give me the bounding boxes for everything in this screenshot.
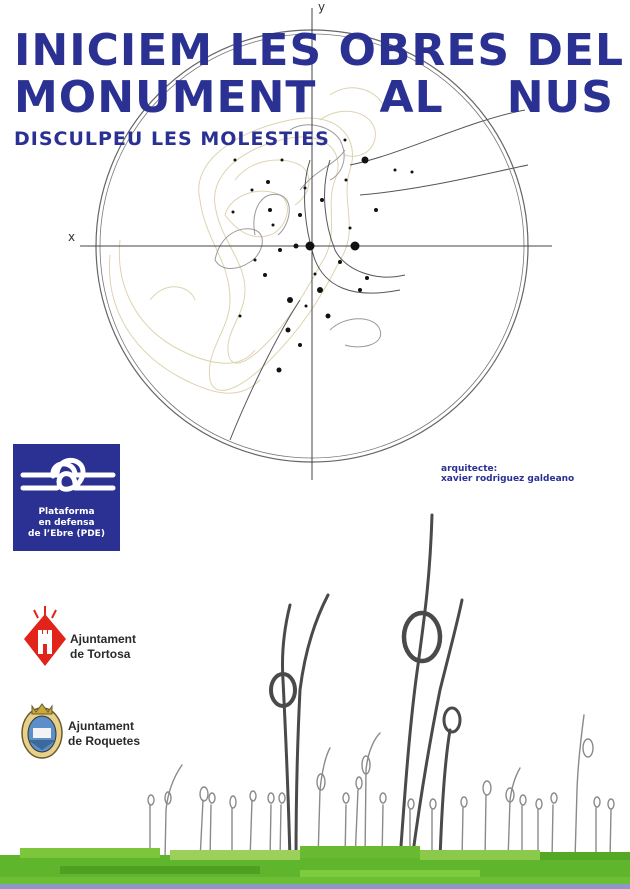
title-word-nus: NUS	[506, 72, 614, 123]
architect-name: xavier rodriguez galdeano	[441, 474, 575, 484]
architect-role: arquitecte:	[441, 464, 498, 474]
axis-y-label: y	[318, 0, 326, 14]
pde-line-3: de l’Ebre (PDE)	[28, 529, 105, 539]
bottom-band	[0, 884, 630, 889]
axis-x-label: x	[68, 230, 76, 244]
roquetes-coat-of-arms-icon	[18, 700, 66, 762]
knot-icon	[13, 444, 120, 504]
tortosa-line-2: de Tortosa	[70, 647, 131, 661]
page-title-line-1: INICIEM LES OBRES DEL	[14, 25, 624, 76]
tortosa-sponsor	[70, 632, 136, 662]
roquetes-line-1: Ajuntament	[68, 719, 134, 733]
pde-line-2: en defensa	[38, 518, 95, 528]
title-word-al: AL	[379, 72, 444, 123]
page-subtitle: DISCULPEU LES MOLESTIES	[14, 128, 330, 150]
roquetes-line-2: de Roquetes	[68, 734, 141, 748]
tortosa-coat-of-arms-icon	[20, 606, 70, 672]
architect-credit	[441, 464, 574, 484]
tortosa-line-1: Ajuntament	[70, 632, 136, 646]
pde-line-1: Plataforma	[38, 507, 95, 517]
title-word-monument: MONUMENT	[14, 72, 317, 123]
sculpture-rendering	[0, 500, 630, 889]
roquetes-sponsor	[68, 719, 140, 749]
page-title-line-2	[14, 72, 614, 123]
